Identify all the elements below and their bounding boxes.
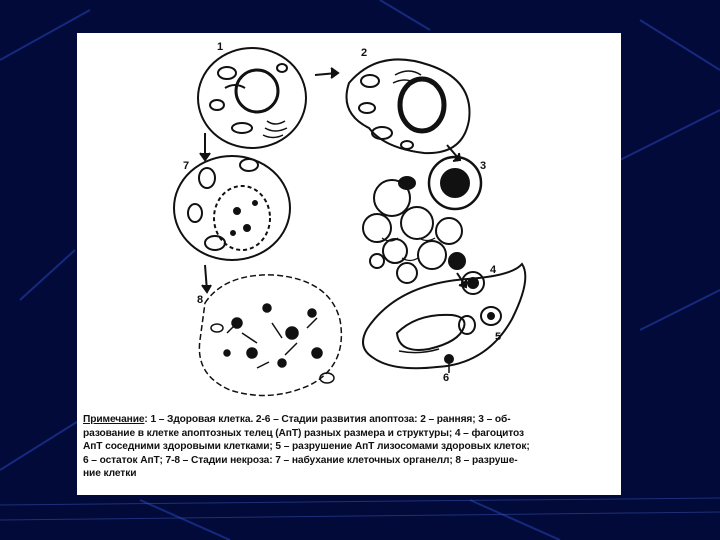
caption-line-3: АпТ соседними здоровыми клетками; 5 – разрушение АпТ лизосомами здоровых клеток; [83, 441, 530, 453]
stage-number-8: 8 [197, 294, 204, 306]
stage-number-1: 1 [217, 41, 224, 53]
phagocyte-cell [363, 264, 525, 373]
stage-number-4: 4 [490, 264, 497, 276]
caption-line-2: разование в клетке апоптозных телец (АпТ) разных размера и структуры; 4 – фагоцитоз [83, 427, 525, 439]
caption-label: Примечание [83, 414, 145, 425]
caption-line-4: 6 – остаток АпТ; 7-8 – Стадии некроза: 7 – набухание клеточных органелл; 8 – разруше- [83, 454, 518, 466]
stage-number-3: 3 [480, 160, 487, 172]
figure-card [77, 33, 621, 495]
necrosis-destruction-cell [199, 275, 341, 396]
stage-number-2: 2 [361, 47, 368, 59]
necrosis-swelling-cell [174, 156, 290, 260]
caption-line-1 [83, 413, 615, 427]
stage-number-7: 7 [183, 160, 190, 172]
healthy-cell [198, 48, 306, 148]
apoptosis-early-cell [347, 59, 470, 153]
cell-death-diagram [77, 33, 621, 408]
caption-line-1-text: : 1 – Здоровая клетка. 2-6 – Стадии развития апоптоза: 2 – ранняя; 3 – об- [144, 414, 511, 425]
apoptotic-bodies-cluster [363, 157, 481, 283]
caption-line-5: ние клетки [83, 468, 137, 480]
stage-number-6: 6 [443, 372, 450, 384]
stage-number-5: 5 [495, 331, 502, 343]
figure-caption [83, 413, 615, 481]
